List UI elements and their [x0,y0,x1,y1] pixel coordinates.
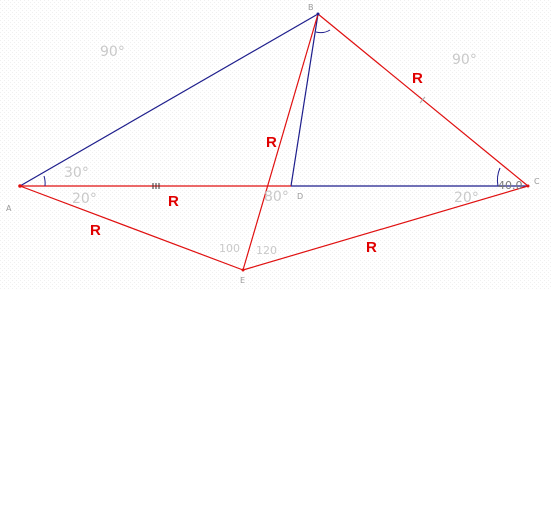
angle-label-left-upper: 30° [64,165,89,181]
vertex-label-mid: D [297,192,304,201]
vertex-left-point [18,184,22,188]
segment-label-lower-left: R [90,222,101,239]
segment-label-horizontal: R [168,193,179,210]
angle-label-right: 20° [454,190,479,206]
vertex-bottom-point [242,269,245,272]
vertex-top-point [317,13,320,16]
vertex-label-top: B [308,3,314,12]
angle-label-bottom-left: 100 [219,242,240,255]
angle-label-top-left-region: 90° [100,44,125,60]
angle-label-bottom-right: 120 [256,244,277,257]
angle-value-right: 40.0 [498,179,523,192]
segment-label-lower-right: R [366,239,377,256]
angle-label-left-lower: 20° [72,191,97,207]
vertex-right-point [527,185,530,188]
segment-label-top-right: R [412,70,423,87]
segment-label-center-diag: R [266,134,277,151]
vertex-label-bottom: E [240,276,246,285]
vertex-label-right: C [534,177,540,186]
vertex-label-left: A [6,204,12,213]
angle-label-top-right-region: 90° [452,52,477,68]
angle-label-center: 80° [264,189,289,205]
